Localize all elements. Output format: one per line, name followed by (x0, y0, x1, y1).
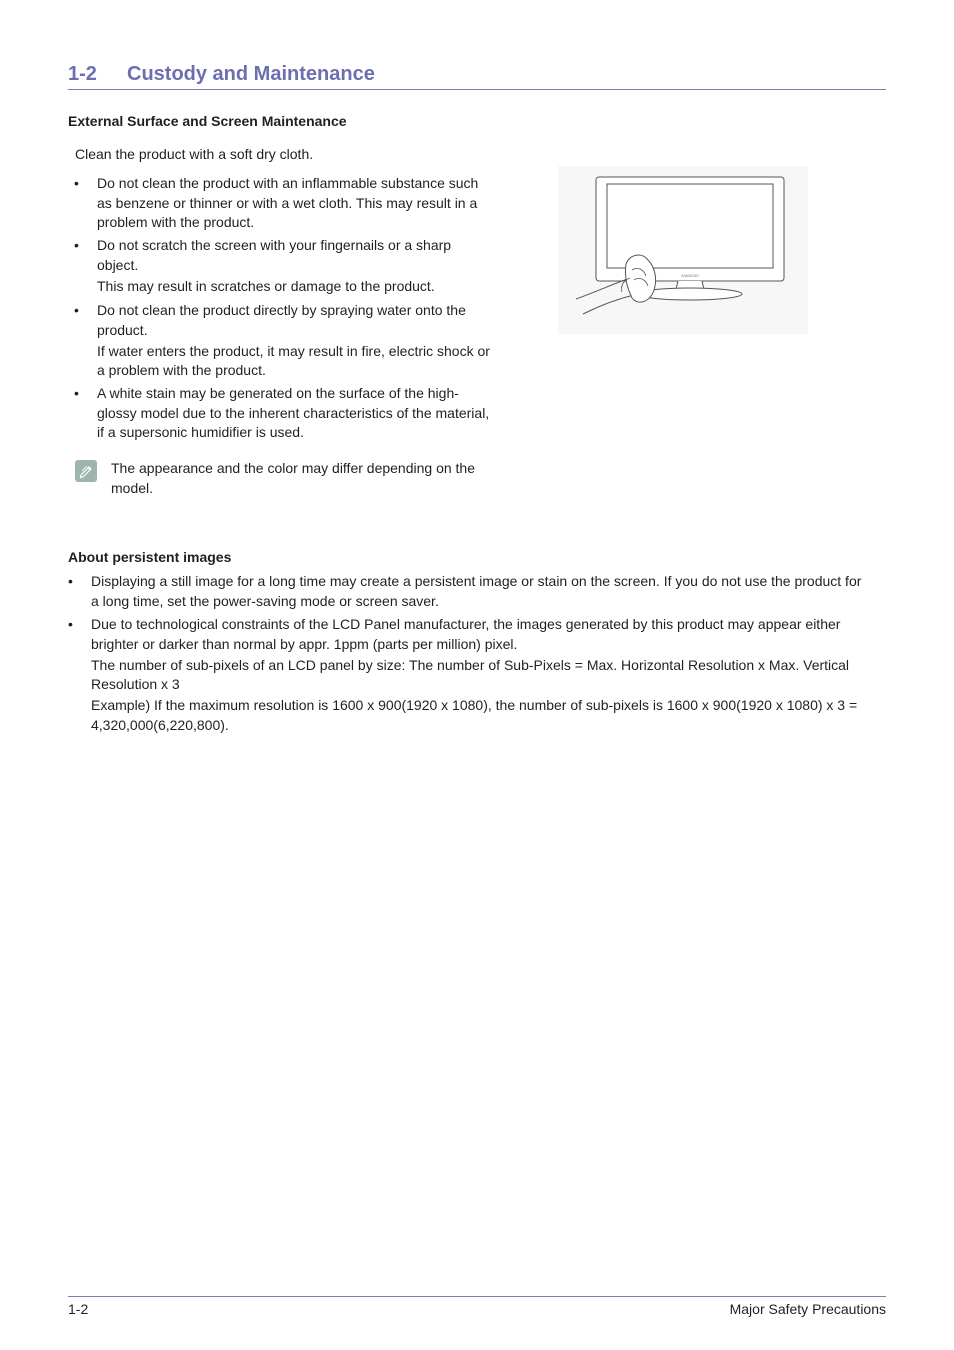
subsection-heading-maintenance: External Surface and Screen Maintenance (68, 113, 347, 129)
footer-page-number: 1-2 (68, 1301, 89, 1317)
list-item (91, 615, 891, 735)
list-item (91, 572, 891, 611)
list-item (97, 301, 490, 381)
monitor-cleaning-illustration (558, 166, 808, 334)
list-item-line: brighter or darker than normal by appr. 1ppm (parts per million) pixel. (91, 635, 518, 652)
bullet-marker: • (74, 385, 79, 401)
bullet-marker: • (68, 573, 73, 589)
monitor-brand-label: SAMSUNG (681, 274, 699, 278)
section-number: 1-2 (68, 63, 97, 85)
list-item-line: A white stain may be generated on the surface of the high- (97, 385, 459, 401)
note-icon (75, 460, 97, 482)
list-item-line: Due to technological constraints of the LCD Panel manufacturer, the images generated by this product may appear either (91, 616, 841, 632)
note-text (111, 459, 475, 498)
section-header (68, 61, 886, 90)
list-item-line: The number of sub-pixels of an LCD panel by size: The number of Sub-Pixels = Max. Horizontal Resolution x Max. Vertical (91, 656, 850, 673)
list-item (97, 384, 489, 443)
bullet-marker: • (74, 237, 79, 253)
list-item-line: a long time, set the power-saving mode or screen saver. (91, 592, 439, 609)
bullet-marker: • (68, 616, 73, 632)
list-item-line: product. (97, 321, 148, 338)
list-item (97, 236, 451, 296)
list-item-line: Do not clean the product with an inflammable substance such (97, 175, 479, 191)
intro-text: Clean the product with a soft dry cloth. (75, 146, 314, 162)
list-item-line: problem with the product. (97, 214, 255, 230)
note-line: model. (111, 479, 154, 496)
footer-rule (68, 1296, 886, 1297)
list-item-line: if a supersonic humidifier is used. (97, 424, 304, 440)
bullet-marker: • (74, 175, 79, 191)
list-item-line: 4,320,000(6,220,800). (91, 716, 229, 733)
bullet-marker: • (74, 302, 79, 318)
list-item-line: object. (97, 256, 139, 273)
list-item-line: Do not clean the product directly by spraying water onto the (97, 302, 466, 318)
list-item-line: Displaying a still image for a long time may create a persistent image or stain on the screen. If you do not use the product for (91, 573, 862, 589)
list-item-line: Resolution x 3 (91, 676, 180, 692)
list-item-line: Do not scratch the screen with your fingernails or a sharp (97, 237, 452, 253)
list-item-line: glossy model due to the inherent characteristics of the material, (97, 404, 490, 421)
note-line: The appearance and the color may differ depending on the (111, 460, 475, 476)
list-item-line: a problem with the product. (97, 362, 266, 378)
list-item-line: as benzene or thinner or with a wet cloth. This may result in a (97, 194, 478, 211)
section-title: Custody and Maintenance (127, 63, 375, 85)
list-item (97, 174, 478, 233)
subsection-heading-persistent-images: About persistent images (68, 549, 232, 565)
list-item-line: Example) If the maximum resolution is 1600 x 900(1920 x 1080), the number of sub-pixels is 1600 x 900(1920 x 1080) x 3 = (91, 697, 858, 713)
footer-section-name: Major Safety Precautions (729, 1301, 886, 1317)
list-item-line: If water enters the product, it may result in fire, electric shock or (97, 342, 490, 359)
list-item-line: This may result in scratches or damage to the product. (97, 277, 435, 294)
